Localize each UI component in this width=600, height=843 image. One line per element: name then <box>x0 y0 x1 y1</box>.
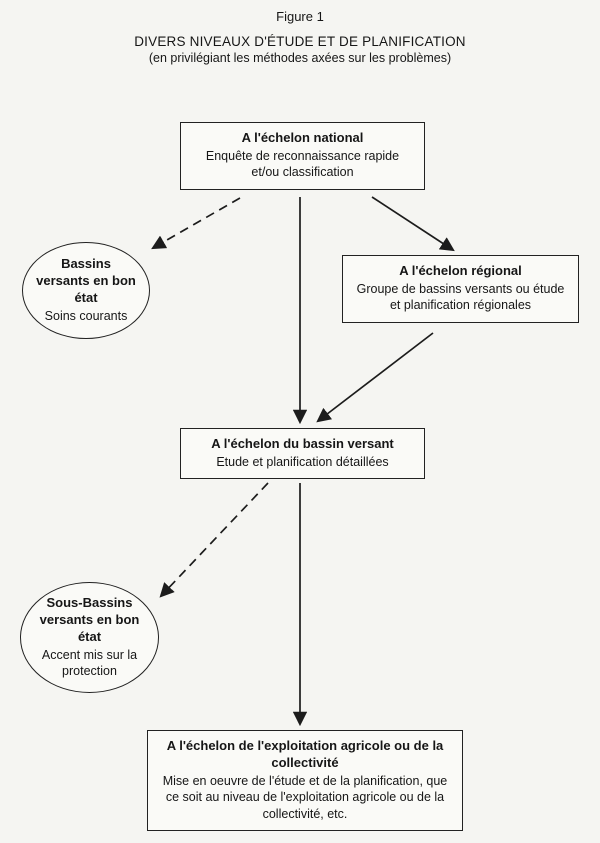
node-title: A l'échelon du bassin versant <box>211 436 394 451</box>
arrow-national-to-bassins <box>153 198 240 248</box>
node-title: A l'échelon régional <box>399 263 522 278</box>
node-body: Accent mis sur la protection <box>41 647 138 679</box>
page-subtitle: (en privilégiant les méthodes axées sur les problèmes) <box>148 51 452 65</box>
arrow-regional-to-bassin-versant <box>318 333 433 421</box>
node-body: Soins courants <box>44 309 128 324</box>
node-body: Groupe de bassins versants ou étude et planification régionales <box>356 281 565 313</box>
figure-label: Figure 1 <box>276 9 324 24</box>
node-title: A l'échelon de l'exploitation agricole ou de la collectivité <box>166 738 444 770</box>
node-bassins-versants <box>22 242 150 339</box>
node-body: Etude et planification détaillées <box>216 454 389 469</box>
node-echelon-bassin-versant <box>180 428 425 479</box>
node-body: Enquête de reconnaissance rapide et/ou classification <box>205 148 400 180</box>
node-echelon-regional <box>342 255 579 323</box>
node-echelon-national <box>180 122 425 190</box>
arrow-bassin-versant-to-sous-bassins <box>161 483 268 596</box>
node-sous-bassins-versants <box>20 582 159 693</box>
node-title: Bassins versants en bon état <box>36 256 136 306</box>
page-title: DIVERS NIVEAUX D'ÉTUDE ET DE PLANIFICATION <box>134 34 466 49</box>
node-body: Mise en oeuvre de l'étude et de la planification, que ce soit au niveau de l'exploitation agricole ou de la collectivité, etc. <box>162 773 448 821</box>
node-title: Sous-Bassins versants en bon état <box>39 595 140 644</box>
node-echelon-exploitation-agricole <box>147 730 463 831</box>
node-title: A l'échelon national <box>241 130 364 145</box>
arrow-national-to-regional <box>372 197 453 250</box>
